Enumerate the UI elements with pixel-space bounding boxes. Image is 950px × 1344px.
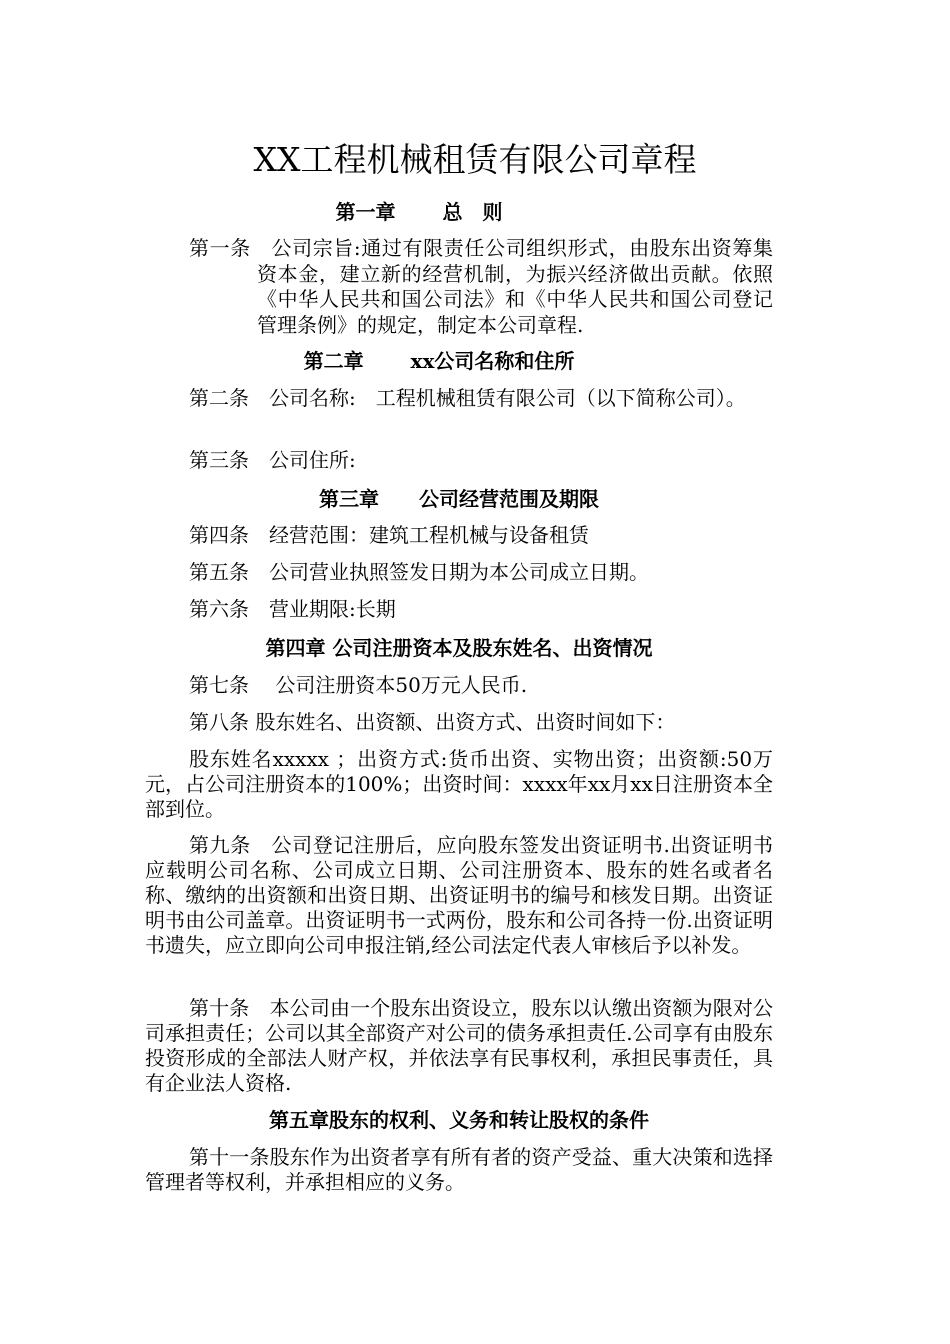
document-title: XX工程机械租赁有限公司章程 (253, 140, 697, 179)
article-10: 第十条 本公司由一个股东出资设立，股东以认缴出资额为限对公司承担责任；公司以其全部资产对公司的债务承担责任.公司享有由股东投资形成的全部法人财产权，并依法享有民事权利，承担民事责任，具有企业法人资格. (145, 996, 773, 1095)
article-2: 第二条 公司名称: 工程机械租赁有限公司（以下简称公司）。 (189, 386, 746, 410)
article-1: 第一条 公司宗旨:通过有限责任公司组织形式，由股东出资筹集资本金，建立新的经营机制，为振兴经济做出贡献。依照《中华人民共和国公司法》和《中华人民共和国公司登记管理条例》的规定，制定本公司章程. (189, 236, 773, 337)
chapter-4-heading: 第四章 公司注册资本及股东姓名、出资情况 (265, 636, 653, 660)
chapter-5-heading: 第五章股东的权利、义务和转让股权的条件 (269, 1108, 649, 1132)
article-4: 第四条 经营范围：建筑工程机械与设备租赁 (189, 523, 589, 547)
article-5: 第五条 公司营业执照签发日期为本公司成立日期。 (189, 560, 649, 584)
document-page (145, 0, 773, 1344)
article-9: 第九条 公司登记注册后，应向股东签发出资证明书.出资证明书应载明公司名称、公司成立日期、公司注册资本、股东的姓名或者名称、缴纳的出资额和出资日期、出资证明书的编号和核发日期。出资证明书由公司盖章。出资证明书一式两份，股东和公司各持一份.出资证明书遗失，应立即向公司申报注销,经公司法定代表人审核后予以补发。 (145, 833, 773, 957)
article-7: 第七条 公司注册资本50万元人民币. (189, 673, 528, 697)
chapter-2-heading: 第二章 xx公司名称和住所 (303, 349, 575, 373)
chapter-1-heading: 第一章 总 则 (335, 200, 503, 224)
shareholder-info: 股东姓名xxxxx ；出资方式:货币出资、实物出资；出资额:50万元，占公司注册资本的100%；出资时间：xxxx年xx月xx日注册资本全部到位。 (145, 747, 773, 821)
article-8: 第八条 股东姓名、出资额、出资方式、出资时间如下： (189, 710, 676, 734)
article-3: 第三条 公司住所: (189, 448, 356, 472)
chapter-3-heading: 第三章 公司经营范围及期限 (319, 487, 599, 511)
article-11: 第十一条股东作为出资者享有所有者的资产受益、重大决策和选择管理者等权利，并承担相应的义务。 (145, 1145, 773, 1194)
article-6: 第六条 营业期限:长期 (189, 597, 396, 621)
